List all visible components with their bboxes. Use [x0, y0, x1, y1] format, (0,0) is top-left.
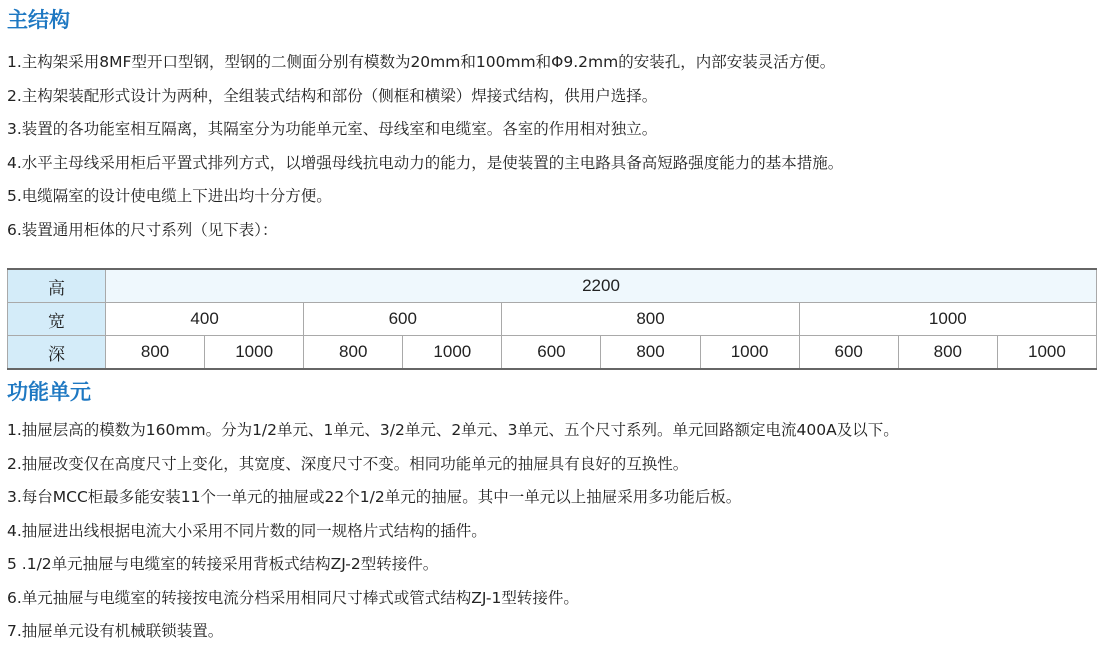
list-item: 3.每台MCC柜最多能安装11个一单元的抽屉或22个1/2单元的抽屉。其中一单元以上抽屉采用多功能后板。 — [7, 488, 742, 506]
depth-value: 1000 — [403, 336, 502, 370]
depth-value: 800 — [304, 336, 403, 370]
list-item: 1.抽屉层高的模数为160mm。分为1/2单元、1单元、3/2单元、2单元、3单元、五个尺寸系列。单元回路额定电流400A及以下。 — [7, 421, 899, 439]
table-row-width — [8, 303, 1097, 336]
width-value: 400 — [106, 303, 304, 336]
list-item: 4.抽屉进出线根据电流大小采用不同片数的同一规格片式结构的插件。 — [7, 521, 487, 540]
list-item: 7.抽屉单元设有机械联锁装置。 — [7, 622, 224, 640]
depth-value: 800 — [106, 336, 205, 370]
list-item: 5 .1/2单元抽屉与电缆室的转接采用背板式结构ZJ-2型转接件。 — [7, 555, 439, 573]
depth-value: 600 — [799, 336, 898, 370]
depth-value: 1000 — [700, 336, 799, 370]
table-row-depth — [8, 336, 1097, 370]
list-item: 5.电缆隔室的设计使电缆上下进出均十分方便。 — [7, 187, 332, 205]
depth-value: 1000 — [997, 336, 1096, 370]
width-value: 800 — [502, 303, 799, 336]
depth-value: 800 — [601, 336, 700, 370]
height-value: 2200 — [106, 269, 1097, 303]
width-value: 600 — [304, 303, 502, 336]
depth-value: 600 — [502, 336, 601, 370]
row-header-height: 高 — [8, 269, 106, 303]
list-item: 6.装置通用柜体的尺寸系列（见下表）： — [7, 220, 278, 239]
list-item: 4.水平主母线采用柜后平置式排列方式，以增强母线抗电动力的能力，是使装置的主电路具备高短路强度能力的基本措施。 — [7, 153, 844, 172]
row-header-width: 宽 — [8, 303, 106, 336]
list-item: 6.单元抽屉与电缆室的转接按电流分档采用相同尺寸棒式或管式结构ZJ-1型转接件。 — [7, 588, 579, 607]
list-item: 2.主构架装配形式设计为两种，全组装式结构和部份（侧框和横梁）焊接式结构，供用户选择。 — [7, 86, 658, 105]
list-item: 3.装置的各功能室相互隔离，其隔室分为功能单元室、母线室和电缆室。各室的作用相对独立。 — [7, 120, 658, 138]
depth-value: 800 — [898, 336, 997, 370]
row-header-depth: 深 — [8, 336, 106, 370]
functional-unit-list — [7, 414, 899, 649]
cabinet-size-table — [7, 268, 1097, 370]
list-item: 2.抽屉改变仅在高度尺寸上变化，其宽度、深度尺寸不变。相同功能单元的抽屉具有良好的互换性。 — [7, 454, 689, 473]
main-structure-list — [7, 46, 843, 247]
depth-value: 1000 — [205, 336, 304, 370]
section-title-main-structure: 主结构 — [7, 8, 70, 32]
section-title-functional-unit: 功能单元 — [7, 380, 91, 404]
width-value: 1000 — [799, 303, 1096, 336]
table-row-height — [8, 269, 1097, 303]
list-item: 1.主构架采用8MF型开口型钢，型钢的二侧面分别有模数为20mm和100mm和Φ9.2mm的安装孔，内部安装灵活方便。 — [7, 53, 836, 71]
